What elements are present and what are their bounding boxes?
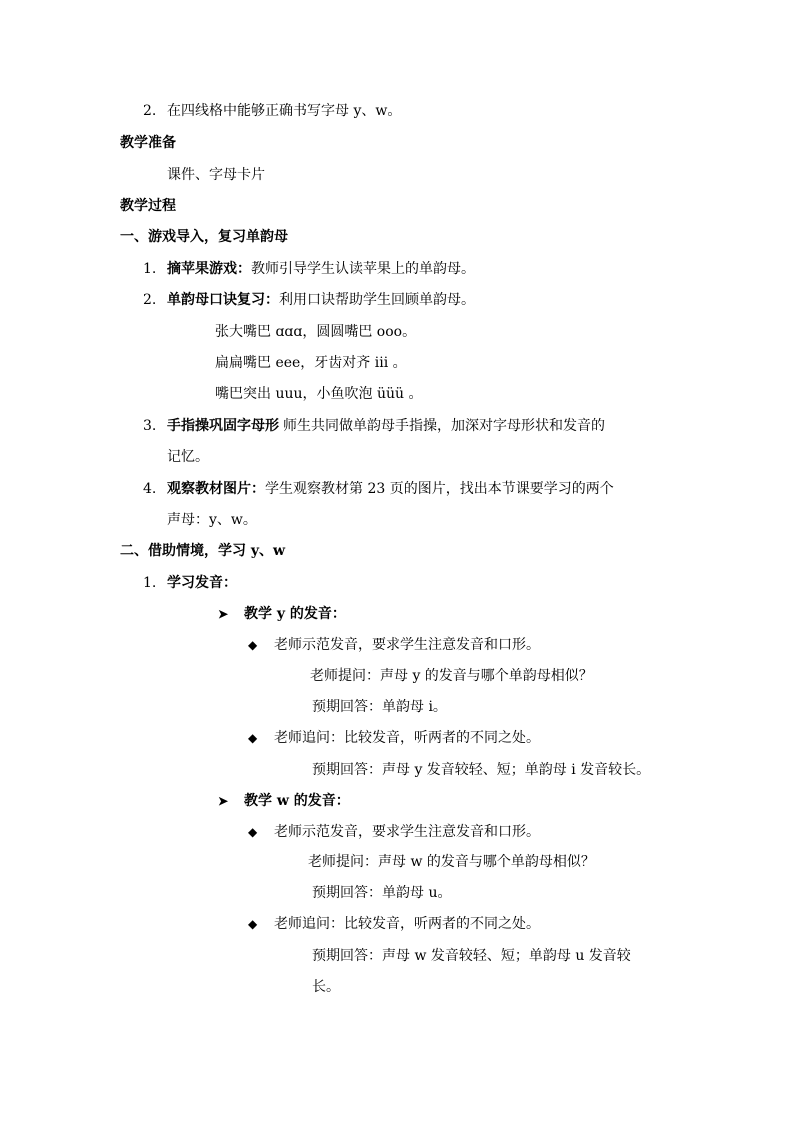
item-number: 1. bbox=[143, 261, 157, 277]
section2-heading: 二、借助情境，学习 y、w bbox=[120, 543, 286, 559]
item-text: 师生共同做单韵母手指操，加深对字母形状和发音的 bbox=[283, 418, 605, 434]
bullet-text: 老师追问：比较发音，听两者的不同之处。 bbox=[274, 916, 540, 932]
bullet-item bbox=[248, 728, 540, 748]
diamond-bullet-icon: ◆ bbox=[248, 825, 258, 839]
bullet-item bbox=[248, 635, 540, 655]
item-label: 单韵母口诀复习： bbox=[167, 292, 279, 308]
arrow-bullet-icon: ➤ bbox=[218, 794, 229, 808]
item-number: 2. bbox=[143, 292, 157, 308]
item-number: 4. bbox=[143, 481, 157, 497]
diamond-bullet-icon: ◆ bbox=[248, 638, 258, 652]
rhyme-line: 张大嘴巴 ɑɑɑ，圆圆嘴巴 ooo。 bbox=[215, 324, 417, 340]
list-item bbox=[143, 101, 401, 121]
item-label: 摘苹果游戏： bbox=[167, 261, 251, 277]
bullet-item bbox=[248, 822, 540, 842]
item-label: 学习发音： bbox=[167, 575, 237, 591]
section1-heading: 一、游戏导入，复习单韵母 bbox=[120, 229, 288, 245]
bullet-text: 老师示范发音，要求学生注意发音和口形。 bbox=[274, 637, 540, 653]
item-number: 3. bbox=[143, 418, 157, 434]
subheading-y bbox=[218, 604, 346, 624]
item-text: 利用口诀帮助学生回顾单韵母。 bbox=[279, 292, 475, 308]
item-continuation: 记忆。 bbox=[167, 449, 209, 465]
section-heading-prep: 教学准备 bbox=[120, 135, 176, 151]
section-heading-process: 教学过程 bbox=[120, 198, 176, 214]
answer-line: 预期回答：声母 w 发音较轻、短；单韵母 u 发音较 bbox=[312, 948, 631, 964]
rhyme-line: 扁扁嘴巴 eee，牙齿对齐 iii 。 bbox=[215, 355, 407, 371]
item-label: 观察教材图片： bbox=[167, 481, 265, 497]
list-item bbox=[143, 290, 475, 310]
item-label: 手指操巩固字母形 bbox=[167, 418, 279, 434]
item-text: 在四线格中能够正确书写字母 y、w。 bbox=[167, 103, 402, 119]
bullet-text: 老师示范发音，要求学生注意发音和口形。 bbox=[274, 824, 540, 840]
item-continuation: 声母：y、w。 bbox=[167, 512, 257, 528]
bullet-text: 老师追问：比较发音，听两者的不同之处。 bbox=[274, 730, 540, 746]
diamond-bullet-icon: ◆ bbox=[248, 731, 258, 745]
bullet-item bbox=[248, 914, 540, 934]
item-number: 2. bbox=[143, 103, 157, 119]
item-text: 学生观察教材第 23 页的图片，找出本节课要学习的两个 bbox=[265, 481, 614, 497]
answer-line: 预期回答：单韵母 u。 bbox=[312, 885, 452, 901]
item-text: 教师引导学生认读苹果上的单韵母。 bbox=[251, 261, 475, 277]
rhyme-line: 嘴巴突出 uuu，小鱼吹泡 üüü 。 bbox=[215, 386, 423, 402]
answer-line: 预期回答：声母 y 发音较轻、短；单韵母 i 发音较长。 bbox=[312, 762, 651, 778]
arrow-bullet-icon: ➤ bbox=[218, 607, 229, 621]
subheading-w bbox=[218, 791, 350, 811]
prep-content: 课件、字母卡片 bbox=[167, 167, 265, 183]
answer-continuation: 长。 bbox=[312, 979, 340, 995]
item-number: 1. bbox=[143, 575, 157, 591]
question-line: 老师提问：声母 y 的发音与哪个单韵母相似？ bbox=[310, 668, 593, 684]
subheading-text: 教学 w 的发音： bbox=[244, 793, 350, 809]
list-item bbox=[143, 416, 605, 436]
list-item bbox=[143, 573, 237, 593]
question-line: 老师提问：声母 w 的发音与哪个单韵母相似？ bbox=[308, 854, 595, 870]
subheading-text: 教学 y 的发音： bbox=[244, 606, 346, 622]
diamond-bullet-icon: ◆ bbox=[248, 917, 258, 931]
answer-line: 预期回答：单韵母 i。 bbox=[312, 699, 447, 715]
list-item bbox=[143, 259, 475, 279]
list-item bbox=[143, 479, 614, 499]
